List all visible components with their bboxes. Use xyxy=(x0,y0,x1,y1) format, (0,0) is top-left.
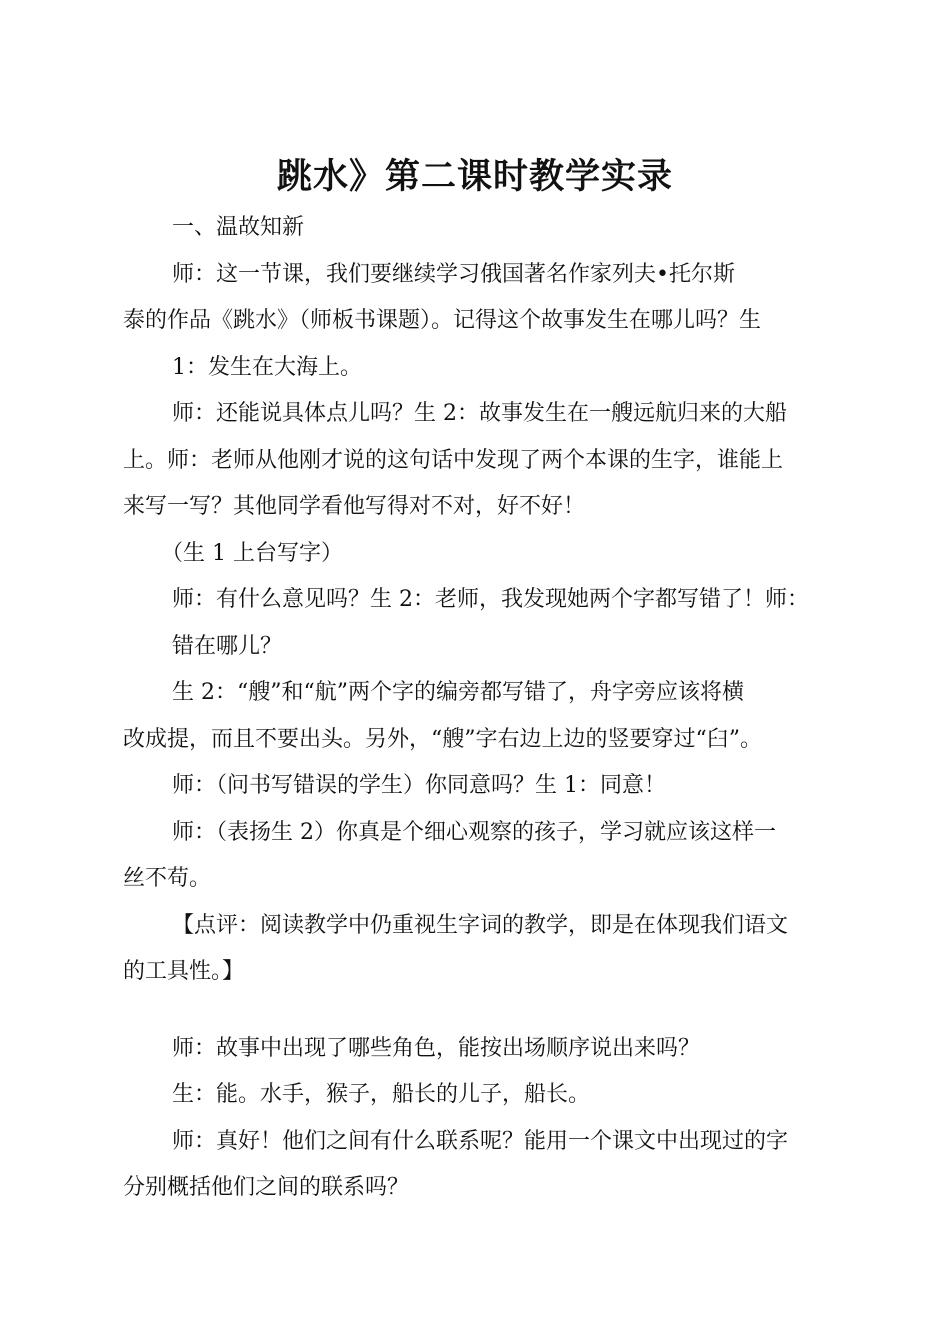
document-body xyxy=(123,205,835,1212)
paragraph-line: 生：能。水手，猴子，船长的儿子，船长。 xyxy=(172,1082,591,1107)
paragraph-line: 错在哪儿？ xyxy=(172,633,283,659)
paragraph-line: 分别概括他们之间的联系吗？ xyxy=(123,1175,410,1200)
paragraph-line: 师：（问书写错误的学生）你同意吗？生 1：同意！ xyxy=(172,773,666,798)
paragraph-line: 丝不苟。 xyxy=(123,866,212,891)
paragraph-line: （生 1 上台写字） xyxy=(161,540,343,566)
paragraph-line: 上。师：老师从他刚才说的这句话中发现了两个本课的生字，谁能上 xyxy=(123,447,784,473)
comment-line: 【点评：阅读教学中仍重视生字词的教学，即是在体现我们语文 xyxy=(172,912,789,938)
paragraph-line: 师：真好！他们之间有什么联系呢？能用一个课文中出现过的字 xyxy=(172,1128,789,1154)
paragraph-line: 师：故事中出现了哪些角色，能按出场顺序说出来吗？ xyxy=(172,1035,701,1061)
comment-line: 的工具性。】 xyxy=(123,959,245,984)
paragraph-gap xyxy=(123,996,835,1026)
paragraph-line: 师：还能说具体点儿吗？生 2：故事发生在一艘远航归来的大船 xyxy=(172,401,787,426)
paragraph-line: 泰的作品《跳水》（师板书课题）。记得这个故事发生在哪儿吗？生 xyxy=(123,308,762,333)
document-title: 跳水》第二课时教学实录 xyxy=(276,157,673,198)
section-heading: 一、温故知新 xyxy=(172,215,305,240)
paragraph-line: 来写一写？其他同学看他写得对不对，好不好！ xyxy=(123,494,586,519)
paragraph-line: 师：这一节课，我们要继续学习俄国著名作家列夫•托尔斯 xyxy=(172,261,735,287)
paragraph-line: 师：有什么意见吗？生 2：老师，我发现她两个字都写错了！师： xyxy=(172,587,809,612)
paragraph-line: 师：（表扬生 2）你真是个细心观察的孩子，学习就应该这样一 xyxy=(172,819,776,845)
paragraph-line: 生 2：“艘”和“航”两个字的编旁都写错了，舟字旁应该将横 xyxy=(172,680,744,705)
paragraph-line: 1：发生在大海上。 xyxy=(172,354,362,380)
paragraph-line: 改成提，而且不要出头。另外，“艘”字右边上边的竖要穿过“臼”。 xyxy=(123,726,762,752)
